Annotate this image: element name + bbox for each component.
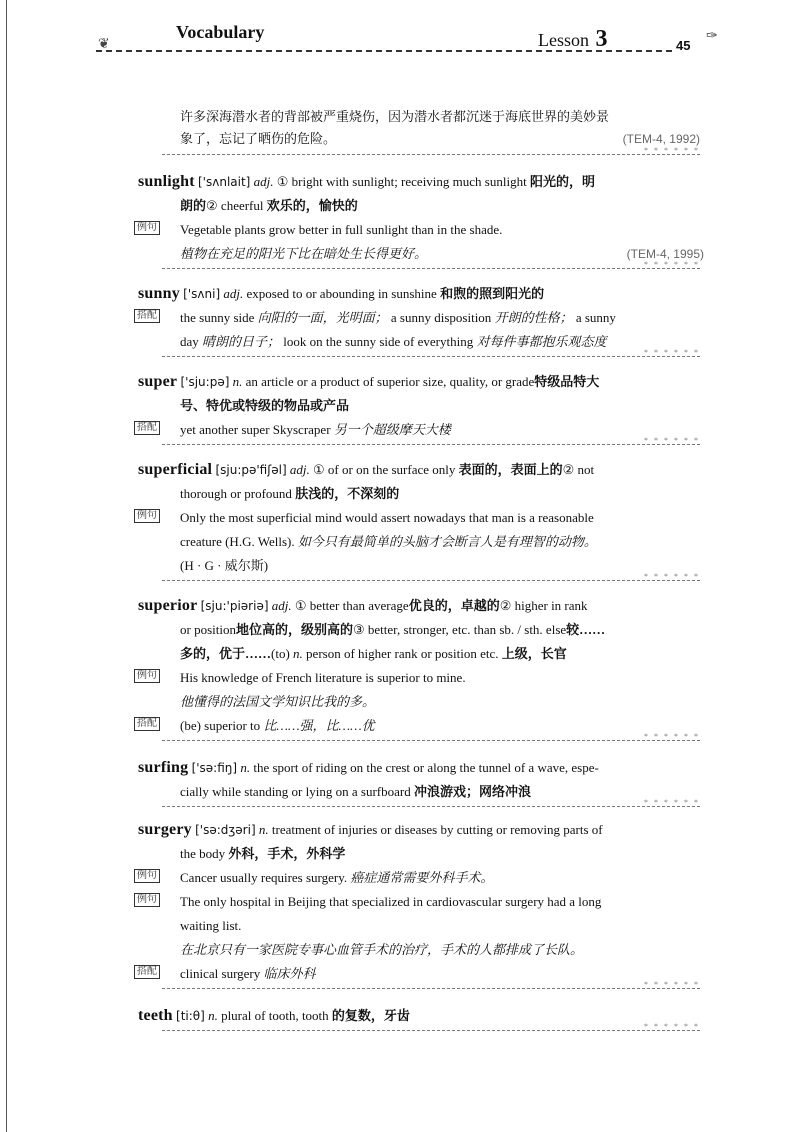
definition: ① bright with sunlight; receiving much sunlight [276,174,527,189]
entry-surfing [138,756,704,813]
collocation-line [138,306,704,330]
pronunciation: [ti:θ] [176,1009,205,1023]
separator-stars: * * * * * * [644,1022,700,1031]
definition-cn: 较…… [566,622,606,637]
definition-cn: 欢乐的，愉快的 [266,198,358,213]
separator-wrap [138,146,704,161]
definition-cn: 多的，优于…… [180,646,272,661]
example-cn-line [138,242,704,266]
citation: (TEM-4, 1995) [626,247,704,261]
definition: ② higher in rank [499,598,588,613]
example-cn: (H · G · 威尔斯) [180,558,269,573]
collocation-cn: 向阳的一面，光明面； [257,310,388,325]
pronunciation: ['sʌnlait] [198,175,251,189]
entry-headline [138,1004,704,1028]
collocation-line [138,714,704,738]
definition: the sport of riding on the crest or along the tunnel of a wave, espe- [253,760,599,775]
separator [162,1022,700,1037]
separator [162,798,700,813]
collocation-en: (be) superior to [180,718,261,733]
example-line [138,866,704,890]
collocation-cn: 另一个超级摩天大楼 [333,422,451,437]
header-lesson [538,26,608,53]
definition: ① of or on the surface only [313,462,456,477]
definition-line [138,194,704,218]
entry-headline [138,370,704,394]
entry-headline [138,458,704,482]
separator [162,260,700,275]
separator-stars: * * * * * * [644,798,700,807]
definition-line [138,394,704,418]
example-label: 例句 [134,221,160,235]
headword: surgery [138,821,192,838]
example-label: 例句 [134,509,160,523]
collocation-line [138,962,704,986]
collocation-line [138,418,704,442]
collocation-label: 搭配 [134,965,160,979]
example-line [138,506,704,530]
definition: cially while standing or lying on a surfboard [180,784,411,799]
definition-cn: 阳光的，明 [529,174,595,189]
corner-flourish-icon: ❦ [98,37,110,52]
definition-cn: 外科，手术，外科学 [228,846,346,861]
entry-headline [138,282,704,306]
entry-headline [138,756,704,780]
part-of-speech: n. [258,822,269,837]
collocation-en: clinical surgery [180,966,261,981]
definition-cn: 表面的，表面上的 [458,462,563,477]
separator [162,436,700,451]
example-en: Cancer usually requires surgery. [180,870,348,885]
example-en: Only the most superficial mind would assert nowadays that man is a reasonable [180,510,594,525]
example-cn: 如今只有最简单的头脑才会断言人是有理智的动物。 [297,534,597,549]
headword: teeth [138,1007,173,1024]
collocation-label: 搭配 [134,309,160,323]
example-cn-line [138,938,704,962]
definition-cn: 朗的 [180,198,207,213]
pronunciation: [sju:pə'fiʃəl] [215,463,287,477]
example-cn: 植物在充足的阳光下比在暗处生长得更好。 [180,246,428,261]
definition-cn: 优良的，卓越的 [408,598,500,613]
part-of-speech: adj. [289,462,310,477]
collocation-label: 搭配 [134,717,160,731]
entry-sunny [138,282,704,363]
collocation-en: the sunny side [180,310,255,325]
example-label: 例句 [134,893,160,907]
definition: ① better than average [294,598,409,613]
separator [162,732,700,747]
entry-teeth [138,1004,704,1037]
collocation-cn: 晴朗的日子； [202,334,281,349]
continuation-line-2: 象了，忘记了晒伤的危险。 [180,131,337,146]
collocation-en: yet another super Skyscraper [180,422,331,437]
separator [162,146,700,161]
definition-cn: 上级，长官 [501,646,567,661]
entry-superior [138,594,704,747]
collocation-cn: 比……强，比……优 [263,718,375,733]
collocation-cn: 开朗的性格； [494,310,573,325]
collocation-en: look on the sunny side of everything [283,334,474,349]
pronunciation: ['sju:pə] [180,375,230,389]
definition: ② not [562,462,595,477]
headword: super [138,373,178,390]
definition-line [138,842,704,866]
separator-stars: * * * * * * [644,260,700,269]
example-line [138,666,704,690]
collocation-label: 搭配 [134,421,160,435]
entry-superficial [138,458,704,587]
part-of-speech: adj. [271,598,292,613]
definition: the body [180,846,226,861]
page-edge-line [6,0,7,1132]
definition-cn: 地位高的，级别高的 [235,622,353,637]
example-label: 例句 [134,869,160,883]
example-en: His knowledge of French literature is superior to mine. [180,670,466,685]
part-of-speech: n. [293,646,303,661]
corner-flourish-icon: ✑ [706,29,718,44]
headword: sunlight [138,173,195,190]
example-cn-line [138,690,704,714]
entry-surgery [138,818,704,995]
continuation-text [180,106,700,150]
example-cn: 癌症通常需要外科手术。 [350,870,494,885]
part-of-speech: n. [240,760,251,775]
collocation-cn: 临床外科 [263,966,316,981]
separator-stars: * * * * * * [644,732,700,741]
collocation-cn: 对每件事都抱乐观态度 [476,334,607,349]
part-of-speech: n. [232,374,243,389]
definition-cn: 肤浅的，不深刻的 [295,486,400,501]
example-en: creature (H.G. Wells). [180,534,295,549]
headword: superficial [138,461,213,478]
definition: (to) [271,646,290,661]
collocation-line [138,330,704,354]
lesson-number: 3 [595,26,608,52]
example-label: 例句 [134,669,160,683]
entry-headline [138,594,704,618]
definition-cn: 和煦的照到阳光的 [440,286,545,301]
example-cn: 他懂得的法国文学知识比我的多。 [180,694,376,709]
separator-stars: * * * * * * [644,980,700,989]
definition: or position [180,622,236,637]
definition-line [138,780,704,804]
definition: exposed to or abounding in sunshine [246,286,437,301]
part-of-speech: adj. [223,286,244,301]
separator-stars: * * * * * * [644,436,700,445]
example-en: waiting list. [180,918,242,933]
pronunciation: [sju:'piəriə] [200,599,269,613]
definition: plural of tooth, tooth [221,1008,329,1023]
pronunciation: ['sə:fiŋ] [191,761,238,775]
definition-cn: 冲浪游戏；网络冲浪 [413,784,531,799]
entry-headline [138,170,704,194]
separator-stars: * * * * * * [644,572,700,581]
lesson-label: Lesson [538,30,589,50]
definition-cn: 的复数，牙齿 [331,1008,410,1023]
collocation-en: day [180,334,199,349]
separator [162,572,700,587]
example-cn: 在北京只有一家医院专事心血管手术的治疗，手术的人都排成了长队。 [180,942,584,957]
definition-line [138,642,704,666]
separator-stars: * * * * * * [644,146,700,155]
header-title: Vocabulary [176,22,265,42]
definition: ② cheerful [206,198,264,213]
entry-super [138,370,704,451]
pronunciation: ['sə:dʒəri] [195,823,256,837]
definition-cn: 号、特优或特级的物品或产品 [180,398,350,413]
definition: treatment of injuries or diseases by cutting or removing parts of [271,822,603,837]
example-cn-line [138,554,704,578]
entry-sunlight [138,170,704,275]
headword: superior [138,597,198,614]
definition: person of higher rank or position etc. [306,646,499,661]
continuation-line-1: 许多深海潜水者的背部被严重烧伤，因为潜水者都沉迷于海底世界的美妙景 [180,109,610,124]
header-rule [96,50,672,52]
example-en: The only hospital in Beijing that specialized in cardiovascular surgery had a long [180,894,602,909]
example-line [138,530,704,554]
example-line [138,218,704,242]
example-line [138,914,704,938]
page-number: 45 [676,38,691,53]
separator-stars: * * * * * * [644,348,700,357]
part-of-speech: n. [208,1008,218,1023]
part-of-speech: adj. [253,174,274,189]
definition: thorough or profound [180,486,292,501]
definition-line [138,618,704,642]
example-line [138,890,704,914]
collocation-en: a sunny [575,310,616,325]
headword: surfing [138,759,189,776]
collocation-en: a sunny disposition [390,310,492,325]
separator [162,980,700,995]
definition: an article or a product of superior size, quality, or grade [245,374,535,389]
definition-cn: 特级品特大 [534,374,600,389]
separator [162,348,700,363]
definition-line [138,482,704,506]
entry-headline [138,818,704,842]
citation: (TEM-4, 1992) [622,132,700,146]
pronunciation: ['sʌni] [183,287,221,301]
example-en: Vegetable plants grow better in full sunlight than in the shade. [180,222,503,237]
headword: sunny [138,285,180,302]
definition: ③ better, stronger, etc. than sb. / sth. else [353,622,567,637]
